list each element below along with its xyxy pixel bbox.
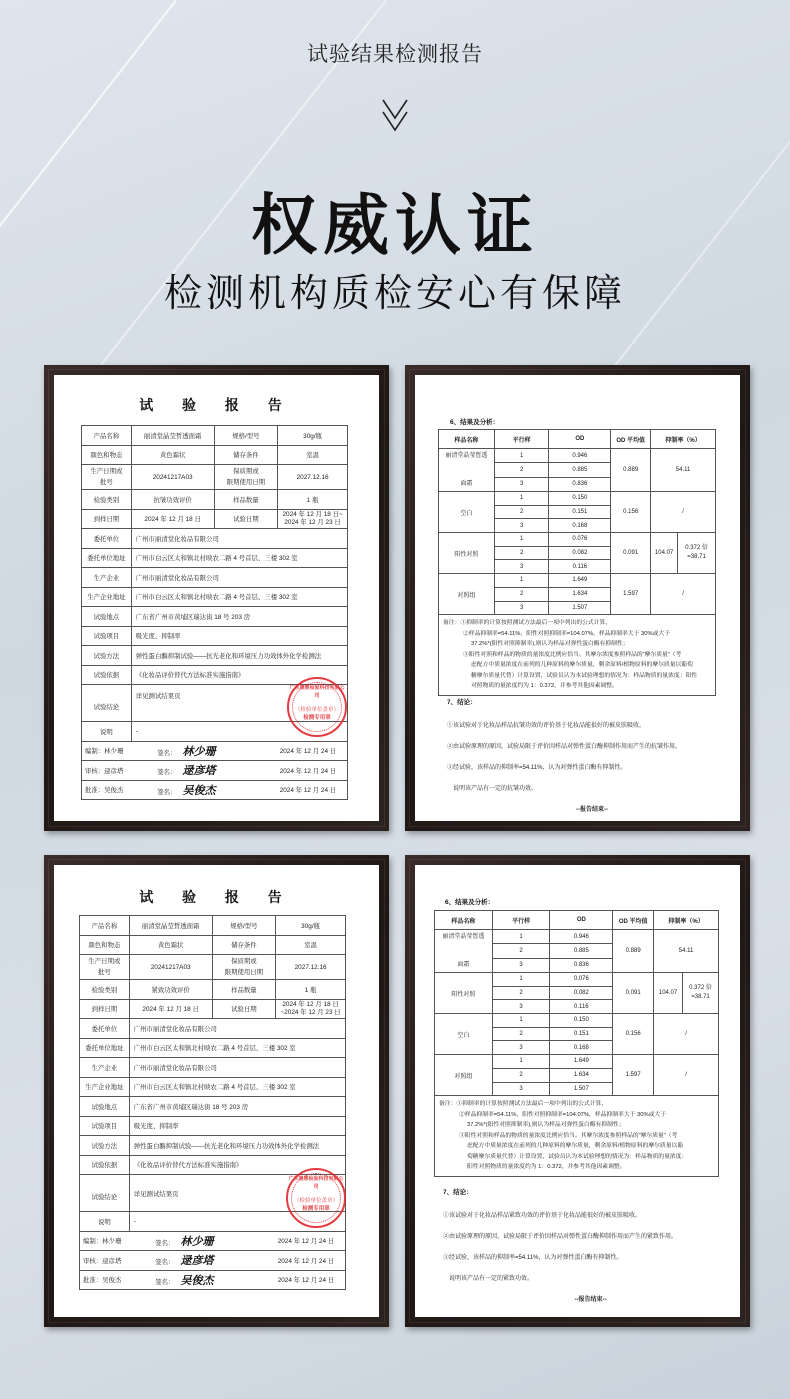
value: 室温 xyxy=(278,445,348,465)
results-table: 样品名称 平行样 OD OD 平均值 抑制率（%） 丽清堂晶莹皙透 面霜 1 0.946 0.889 54.11 2 0.885 3 0.836 阳性对照 1 0.076 0.091 104.07 0.372 倍 =38.71 2 0.082 3 0.116 空白 1 0.150 0.156 / 2 0.151 3 0.168 对照组 1 1.649 1.597 / 2 1.634 3 1.507 备注：①抑制率的计算按照测试方法最后一项中列出的公式计算， ②样品抑制率=54.11%，阳性对照抑制率=104.07%，样品抑制率大于 30%或大于 37.2%*(阳性对照抑制率),则认为样品对弹性蛋白酶有抑制性； ③阳性对照和样品的物质的量浓度比例应恰当。其摩尔浓度参照样品的“摩尔质量”（考 虑配方中质量浓度在前列的几种原料的摩尔质量，剩余原料/植物原料的摩尔质量以葡 萄糖摩尔质量代替）计算设置，试验员认为本试验理想的情况为：样品物质的量浓度： 阳性对照物质的量浓度约为 1：0.372，并参考其他因素调整。 xyxy=(434,910,719,1177)
label: 储存条件 xyxy=(212,935,276,955)
value: 20241217A03 xyxy=(131,465,214,490)
value: 1 瓶 xyxy=(278,490,348,510)
report-frame-2 xyxy=(44,855,389,1327)
label: 委托单位地址 xyxy=(82,548,132,568)
page-subtitle: 试验结果检测报告 xyxy=(307,42,483,66)
label: 试验结论 xyxy=(80,1175,130,1212)
value: 吸光度、抑制率 xyxy=(131,626,347,646)
label: 试验方法 xyxy=(80,1136,130,1156)
signature-row: 批准：吴俊杰 签名： 吴俊杰 2024 年 12 月 24 日 xyxy=(80,1270,346,1290)
page-header xyxy=(0,0,790,340)
notes-cell: 备注：①抑制率的计算按照测试方法最后一项中列出的公式计算， ②样品抑制率=54.11%，阳性对照抑制率=104.07%，样品抑制率大于 30%或大于 37.2%*(阳性对照抑制率),则认为样品对弹性蛋白酶有抑制性； ③阳性对照和样品的物质的量浓度比例应恰当。其摩尔浓度参照样品的“摩尔质量”（考 虑配方中质量浓度在前列的几种原料的摩尔质量，剩余原料/植物原料的摩尔质量以葡萄 糖摩尔质量代替）计算设置，试验员认为本试验理想的情况为：样品物质的量浓度：阳性 对照物质的量浓度约为 1：0.372，并参考其他因素调整。 xyxy=(439,615,716,696)
report-page xyxy=(54,375,379,821)
label: 保质期或 限期使用日期 xyxy=(214,465,278,490)
value: 2024 年 12 月 18 日~ 2024 年 12 月 23 日 xyxy=(278,509,348,529)
double-chevron-down-icon xyxy=(375,96,415,136)
label: 试验方法 xyxy=(82,646,132,666)
label: 说明 xyxy=(82,722,132,742)
value: 《化妆品评价替代方法标准实施指南》 xyxy=(131,665,347,685)
report-frame-1 xyxy=(44,365,389,831)
signature-row: 批准：吴俊杰 签名： 吴俊杰 2024 年 12 月 24 日 xyxy=(82,780,348,800)
value: 广东省广州市黄埔区瑞达街 18 号 203 房 xyxy=(129,1097,345,1117)
value: 《化妆品评价替代方法标准实施指南》 xyxy=(129,1155,345,1175)
value: 广东省广州市黄埔区瑞达街 18 号 203 房 xyxy=(131,607,347,627)
value: 抗皱功效评价 xyxy=(131,490,214,510)
signature-row: 审核：逯彦塔 签名： 逯彦塔 2024 年 12 月 24 日 xyxy=(80,1251,346,1271)
label: 试验依据 xyxy=(82,665,132,685)
value: 广州市白云区太和镇北村映农二路 4 号首层、三楼 302 室 xyxy=(131,587,347,607)
handwritten-signature: 逯彦塔 xyxy=(182,764,216,778)
report-info-table xyxy=(79,915,346,1290)
handwritten-signature: 林少珊 xyxy=(182,744,216,758)
label: 颜色和物态 xyxy=(80,935,130,955)
label: 生产企业地址 xyxy=(82,587,132,607)
label: 试验日期 xyxy=(214,509,278,529)
value: 1 瓶 xyxy=(276,980,346,1000)
value: 广州市丽清堂化妆品有限公司 xyxy=(131,529,347,549)
results-frame-2 xyxy=(405,855,750,1327)
value: 详见测试结果页 xyxy=(129,1175,345,1212)
notes-cell: 备注：①抑制率的计算按照测试方法最后一项中列出的公式计算， ②样品抑制率=54.11%，阳性对照抑制率=104.07%，样品抑制率大于 30%或大于 37.2%*(阳性对照抑制率),则认为样品对弹性蛋白酶有抑制性； ③阳性对照和样品的物质的量浓度比例应恰当。其摩尔浓度参照样品的“摩尔质量”（考 虑配方中质量浓度在前列的几种原料的摩尔质量，剩余原料/植物原料的摩尔质量以葡 萄糖摩尔质量代替）计算设置，试验员认为本试验理想的情况为：样品物质的量浓度： 阳性对照物质的量浓度约为 1：0.372，并参考其他因素调整。 xyxy=(435,1096,719,1177)
value: 吸光度、抑制率 xyxy=(129,1116,345,1136)
signature-row: 编制：林少珊 签名： 林少珊 2024 年 12 月 24 日 xyxy=(82,741,348,761)
label: 到样日期 xyxy=(82,509,132,529)
value: 广州市丽清堂化妆品有限公司 xyxy=(129,1019,345,1039)
section-heading: 6、结果及分析： xyxy=(450,419,500,426)
label: 到样日期 xyxy=(80,999,130,1019)
label: 试验地点 xyxy=(82,607,132,627)
page-title: 权威认证 xyxy=(251,187,539,264)
label: 颜色和物态 xyxy=(82,445,132,465)
value: - xyxy=(129,1212,345,1232)
label: 试验依据 xyxy=(80,1155,130,1175)
results-page xyxy=(415,865,740,1317)
label: 样品数量 xyxy=(212,980,276,1000)
value: 2024 年 12 月 18 日 xyxy=(131,509,214,529)
value: 详见测试结果页 xyxy=(131,685,347,722)
value: 20241217A03 xyxy=(129,955,212,980)
label: 生产企业 xyxy=(80,1058,130,1078)
value: 广州市丽清堂化妆品有限公司 xyxy=(131,568,347,588)
label: 委托单位地址 xyxy=(80,1038,130,1058)
value: 30g/瓶 xyxy=(276,916,346,936)
report-page xyxy=(54,865,379,1317)
label: 生产企业地址 xyxy=(80,1077,130,1097)
value: 2027.12.16 xyxy=(278,465,348,490)
label: 检验类别 xyxy=(80,980,130,1000)
label: 生产企业 xyxy=(82,568,132,588)
handwritten-signature: 林少珊 xyxy=(180,1234,214,1248)
official-seal-stamp: 广东惠鼎检验科技有限公司 （检验单位盖章） 检测专用章 xyxy=(286,1168,346,1228)
label: 委托单位 xyxy=(82,529,132,549)
label: 委托单位 xyxy=(80,1019,130,1039)
handwritten-signature: 逯彦塔 xyxy=(180,1254,214,1268)
value: 2024 年 12 月 18 日 xyxy=(129,999,212,1019)
report-info-table xyxy=(81,425,348,800)
report-end-marker: --报告结束-- xyxy=(574,1297,607,1303)
value: 2027.12.16 xyxy=(276,955,346,980)
value: 弹性蛋白酶抑制试验——抗光老化和环境压力功效体外化学检测法 xyxy=(129,1136,345,1156)
value: 2024 年 12 月 18 日 ~2024 年 12 月 23 日 xyxy=(276,999,346,1019)
handwritten-signature: 吴俊杰 xyxy=(180,1273,214,1287)
label: 规格/型号 xyxy=(214,426,278,446)
label: 生产日期或 批号 xyxy=(80,955,130,980)
page-tagline: 检测机构质检安心有保障 xyxy=(163,271,626,315)
label: 产品名称 xyxy=(82,426,132,446)
section-heading: 6、结果及分析： xyxy=(445,899,495,906)
label: 产品名称 xyxy=(80,916,130,936)
value: 广州市白云区太和镇北村映农二路 4 号首层、三楼 302 室 xyxy=(131,548,347,568)
report-title: 试 验 报 告 xyxy=(139,890,294,906)
signature-row: 审核：逯彦塔 签名： 逯彦塔 2024 年 12 月 24 日 xyxy=(82,761,348,781)
conclusion-section: 7、结论： ①该试验对于化妆品样品抗皱功效的评价基于化妆品能很好的被皮肤吸收。 ②由试验原理的原因，试验局限于评价因样品对弹性蛋白酶抑制作用而产生的抗皱作用。 ③经试验，该样品的抑制率=54.11%，认为对弹性蛋白酶有抑制性。 说明该产品有一定的抗皱功效。 --报告结束-- xyxy=(447,697,737,821)
label: 样品数量 xyxy=(214,490,278,510)
label: 说明 xyxy=(80,1212,130,1232)
label: 储存条件 xyxy=(214,445,278,465)
label: 试验项目 xyxy=(82,626,132,646)
value: 黄色霜状 xyxy=(129,935,212,955)
value: 黄色霜状 xyxy=(131,445,214,465)
signature-row: 编制：林少珊 签名： 林少珊 2024 年 12 月 24 日 xyxy=(80,1231,346,1251)
value: 弹性蛋白酶抑制试验——抗光老化和环境压力功效体外化学检测法 xyxy=(131,646,347,666)
label: 试验日期 xyxy=(212,999,276,1019)
report-end-marker: --报告结束-- xyxy=(576,807,608,813)
handwritten-signature: 吴俊杰 xyxy=(182,783,216,797)
conclusion-section: 7、结论： ①该试验对于化妆品样品紧致功效的评价基于化妆品能很好的被皮肤吸收。 ②由试验原理的原因，试验局限于评价因样品对弹性蛋白酶抑制作用而产生的紧致作用。 ③经试验，该样品的抑制率=54.11%，认为对弹性蛋白酶有抑制性。 说明该产品有一定的紧致功效。 --报告结束-- xyxy=(443,1187,738,1315)
label: 生产日期或 批号 xyxy=(82,465,132,490)
value: 广州市丽清堂化妆品有限公司 xyxy=(129,1058,345,1078)
value: - xyxy=(131,722,347,742)
label: 规格/型号 xyxy=(212,916,276,936)
value: 紧致功效评价 xyxy=(129,980,212,1000)
label: 试验项目 xyxy=(80,1116,130,1136)
value: 室温 xyxy=(276,935,346,955)
official-seal-stamp: 广东惠鼎检验科技有限公司 （检验单位盖章） 检测专用章 xyxy=(287,677,347,737)
value: 广州市白云区太和镇北村映农二路 4 号首层、三楼 302 室 xyxy=(129,1038,345,1058)
report-title: 试 验 报 告 xyxy=(139,398,294,414)
results-frame-1 xyxy=(405,365,750,831)
value: 丽清堂晶莹皙透面霜 xyxy=(131,426,214,446)
label: 检验类别 xyxy=(82,490,132,510)
value: 丽清堂晶莹皙透面霜 xyxy=(129,916,212,936)
value: 30g/瓶 xyxy=(278,426,348,446)
label: 试验结论 xyxy=(82,685,132,722)
value: 广州市白云区太和镇北村映农二路 4 号首层、三楼 302 室 xyxy=(129,1077,345,1097)
results-table: 样品名称 平行样 OD OD 平均值 抑制率（%） 丽清堂晶莹皙透 面霜 1 0.946 0.889 54.11 2 0.885 3 0.836 空白 1 0.150 0.156 / 2 0.151 3 0.168 阳性对照 1 0.076 0.091 104.07 0.372 倍 =38.71 2 0.082 3 0.116 对照组 1 1.649 1.597 / 2 1.634 3 1.507 备注：①抑制率的计算按照测试方法最后一项中列出的公式计算， ②样品抑制率=54.11%，阳性对照抑制率=104.07%，样品抑制率大于 30%或大于 37.2%*(阳性对照抑制率),则认为样品对弹性蛋白酶有抑制性； ③阳性对照和样品的物质的量浓度比例应恰当。其摩尔浓度参照样品的“摩尔质量”（考 虑配方中质量浓度在前列的几种原料的摩尔质量，剩余原料/植物原料的摩尔质量以葡萄 糖摩尔质量代替）计算设置，试验员认为本试验理想的情况为：样品物质的量浓度：阳性 对照物质的量浓度约为 1：0.372，并参考其他因素调整。 xyxy=(438,429,716,696)
results-page xyxy=(415,375,740,821)
label: 保质期或 限期使用日期 xyxy=(212,955,276,980)
label: 试验地点 xyxy=(80,1097,130,1117)
